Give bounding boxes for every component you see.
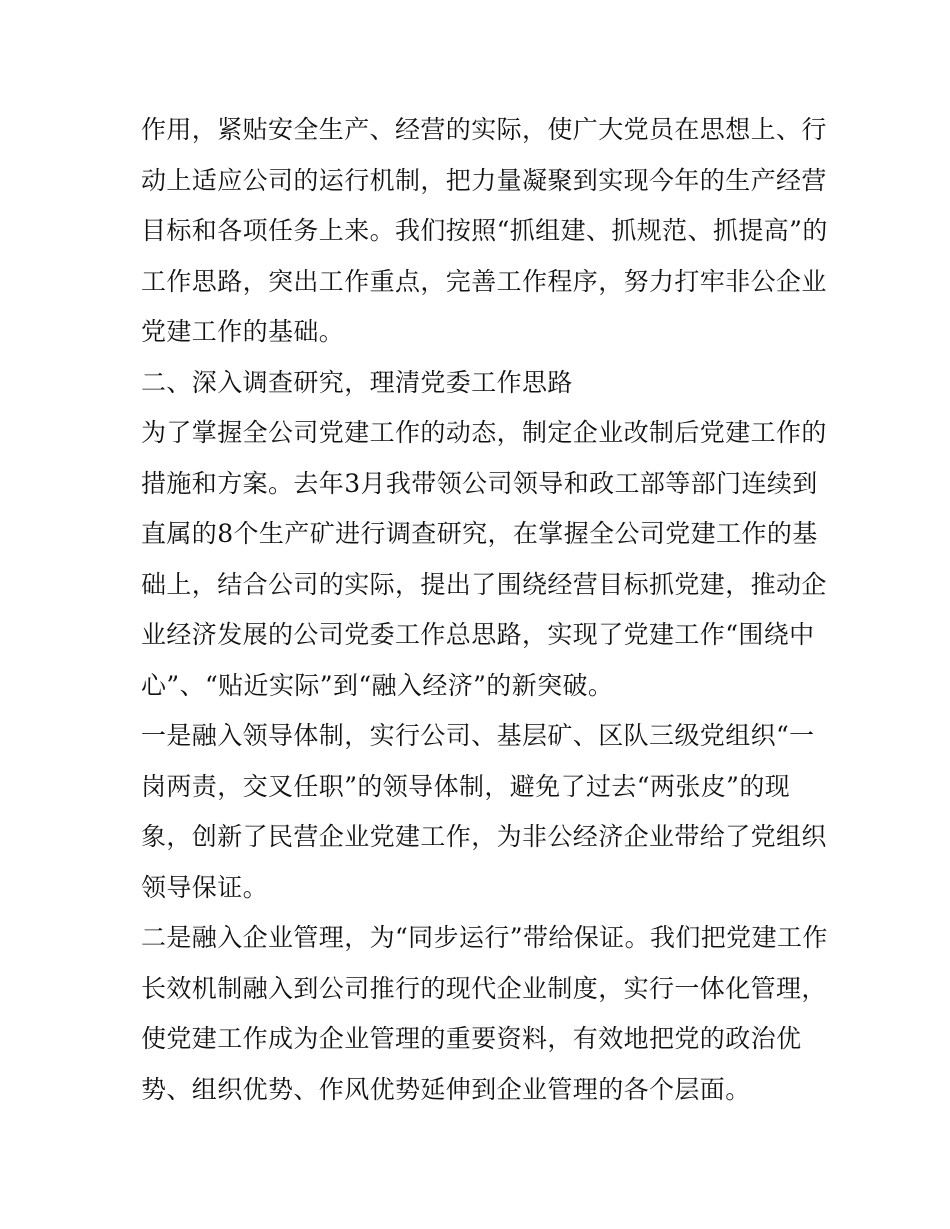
text-line: 业经济发展的公司党委工作总思路，实现了党建工作“围绕中	[141, 620, 815, 649]
text-line: 动上适应公司的运行机制，把力量凝聚到实现今年的生产经营	[141, 165, 827, 195]
text-line: 为了掌握全公司党建工作的动态，制定企业改制后党建工作的	[141, 418, 827, 447]
text-line: 直属的8个生产矿进行调查研究，在掌握全公司党建工作的基	[141, 519, 818, 548]
text-line: 工作思路，突出工作重点，完善工作程序，努力打牢非公企业	[141, 266, 827, 296]
text-line: 一是融入领导体制，实行公司、基层矿、区队三级党组织“一	[141, 721, 815, 750]
text-line: 长效机制融入到公司推行的现代企业制度，实行一体化管理，	[141, 973, 827, 1003]
text-line: 目标和各项任务上来。我们按照“抓组建、抓规范、抓提高”的	[141, 216, 828, 245]
section-heading: 二、深入调查研究，理清党委工作思路	[141, 367, 573, 397]
text-line: 二是融入企业管理，为“同步运行”带给保证。我们把党建工作	[141, 923, 828, 952]
text-line: 势、组织优势、作风优势延伸到企业管理的各个层面。	[141, 1074, 751, 1104]
text-line: 作用，紧贴安全生产、经营的实际，使广大党员在思想上、行	[141, 115, 827, 144]
text-line: 础上，结合公司的实际，提出了围绕经营目标抓党建，推动企	[141, 569, 827, 599]
text-line: 心”、“贴近实际”到“融入经济”的新突破。	[141, 670, 614, 700]
text-line: 象，创新了民营企业党建工作，为非公经济企业带给了党组织	[141, 822, 827, 851]
text-line: 使党建工作成为企业管理的重要资料，有效地把党的政治优	[141, 1024, 802, 1053]
document-body	[141, 105, 828, 1115]
text-line: 党建工作的基础。	[141, 317, 345, 346]
text-line: 措施和方案。去年3月我带领公司领导和政工部等部门连续到	[141, 468, 818, 498]
text-line: 领导保证。	[141, 872, 269, 902]
text-line: 岗两责，交叉任职”的领导体制，避免了过去“两张皮”的现	[141, 771, 791, 801]
